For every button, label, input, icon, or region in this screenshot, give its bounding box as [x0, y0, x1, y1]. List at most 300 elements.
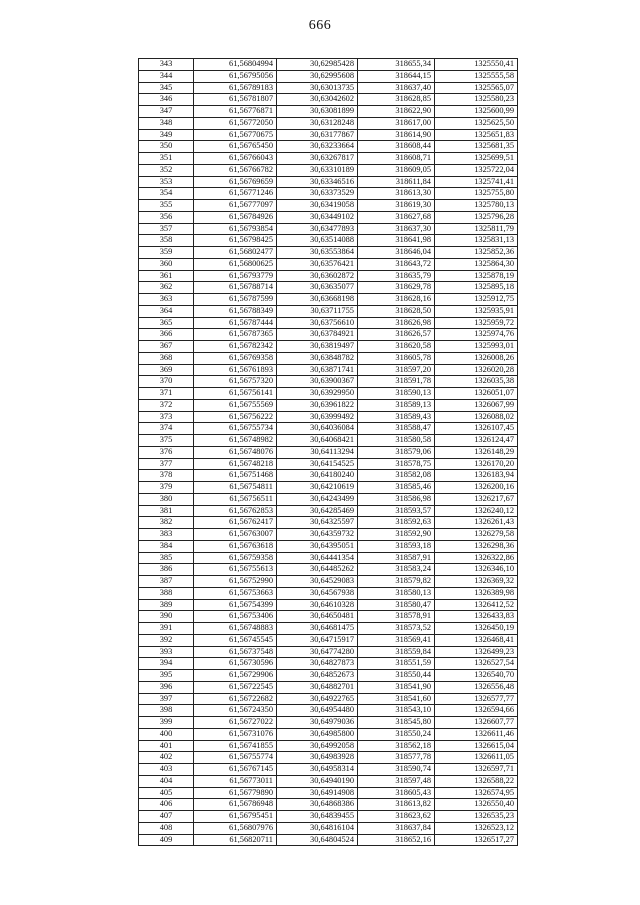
longitude-cell: 30,63310189 [277, 164, 358, 176]
point-number-cell: 354 [139, 188, 194, 200]
point-number-cell: 343 [139, 59, 194, 71]
x-coordinate-cell: 318629,78 [358, 282, 435, 294]
table-row [139, 70, 518, 82]
x-coordinate-cell: 318577,78 [358, 752, 435, 764]
point-number-cell: 352 [139, 164, 194, 176]
x-coordinate-cell: 318637,84 [358, 822, 435, 834]
point-number-cell: 362 [139, 282, 194, 294]
y-coordinate-cell: 1326523,12 [435, 822, 518, 834]
y-coordinate-cell: 1325600,99 [435, 106, 518, 118]
x-coordinate-cell: 318545,80 [358, 717, 435, 729]
x-coordinate-cell: 318623,62 [358, 811, 435, 823]
point-number-cell: 408 [139, 822, 194, 834]
x-coordinate-cell: 318609,05 [358, 164, 435, 176]
point-number-cell: 363 [139, 294, 194, 306]
y-coordinate-cell: 1325895,18 [435, 282, 518, 294]
longitude-cell: 30,64922765 [277, 693, 358, 705]
x-coordinate-cell: 318652,16 [358, 834, 435, 846]
x-coordinate-cell: 318587,91 [358, 552, 435, 564]
y-coordinate-cell: 1326550,40 [435, 799, 518, 811]
x-coordinate-cell: 318608,44 [358, 141, 435, 153]
latitude-cell: 61,56769659 [194, 176, 277, 188]
longitude-cell: 30,63819497 [277, 341, 358, 353]
table-row [139, 717, 518, 729]
latitude-cell: 61,56795451 [194, 811, 277, 823]
table-row [139, 811, 518, 823]
y-coordinate-cell: 1326611,05 [435, 752, 518, 764]
point-number-cell: 382 [139, 517, 194, 529]
point-number-cell: 379 [139, 482, 194, 494]
x-coordinate-cell: 318550,24 [358, 728, 435, 740]
longitude-cell: 30,64979036 [277, 717, 358, 729]
point-number-cell: 371 [139, 388, 194, 400]
latitude-cell: 61,56782342 [194, 341, 277, 353]
x-coordinate-cell: 318644,15 [358, 70, 435, 82]
point-number-cell: 396 [139, 681, 194, 693]
longitude-cell: 30,62995608 [277, 70, 358, 82]
longitude-cell: 30,63756610 [277, 317, 358, 329]
x-coordinate-cell: 318578,91 [358, 611, 435, 623]
longitude-cell: 30,63449102 [277, 211, 358, 223]
y-coordinate-cell: 1326535,23 [435, 811, 518, 823]
y-coordinate-cell: 1326322,86 [435, 552, 518, 564]
y-coordinate-cell: 1325741,41 [435, 176, 518, 188]
table-row [139, 270, 518, 282]
table-row [139, 317, 518, 329]
longitude-cell: 30,64529083 [277, 576, 358, 588]
x-coordinate-cell: 318582,08 [358, 470, 435, 482]
table-row [139, 129, 518, 141]
x-coordinate-cell: 318608,71 [358, 153, 435, 165]
x-coordinate-cell: 318551,59 [358, 658, 435, 670]
longitude-cell: 30,64983928 [277, 752, 358, 764]
point-number-cell: 392 [139, 634, 194, 646]
table-row [139, 176, 518, 188]
y-coordinate-cell: 1326200,16 [435, 482, 518, 494]
y-coordinate-cell: 1326240,12 [435, 505, 518, 517]
table-row [139, 329, 518, 341]
point-number-cell: 384 [139, 540, 194, 552]
longitude-cell: 30,63267817 [277, 153, 358, 165]
table-row [139, 153, 518, 165]
y-coordinate-cell: 1326020,28 [435, 364, 518, 376]
latitude-cell: 61,56793779 [194, 270, 277, 282]
latitude-cell: 61,56737548 [194, 646, 277, 658]
latitude-cell: 61,56757320 [194, 376, 277, 388]
table-row [139, 341, 518, 353]
longitude-cell: 30,63848782 [277, 352, 358, 364]
y-coordinate-cell: 1326499,23 [435, 646, 518, 658]
x-coordinate-cell: 318592,90 [358, 529, 435, 541]
point-number-cell: 349 [139, 129, 194, 141]
latitude-cell: 61,56731076 [194, 728, 277, 740]
latitude-cell: 61,56781807 [194, 94, 277, 106]
point-number-cell: 394 [139, 658, 194, 670]
latitude-cell: 61,56786948 [194, 799, 277, 811]
table-row [139, 834, 518, 846]
latitude-cell: 61,56748076 [194, 446, 277, 458]
table-row [139, 94, 518, 106]
point-number-cell: 407 [139, 811, 194, 823]
table-row [139, 752, 518, 764]
longitude-cell: 30,63900367 [277, 376, 358, 388]
latitude-cell: 61,56787599 [194, 294, 277, 306]
longitude-cell: 30,64816104 [277, 822, 358, 834]
table-row [139, 470, 518, 482]
table-row [139, 787, 518, 799]
longitude-cell: 30,64113294 [277, 446, 358, 458]
y-coordinate-cell: 1326298,36 [435, 540, 518, 552]
longitude-cell: 30,63784921 [277, 329, 358, 341]
point-number-cell: 374 [139, 423, 194, 435]
latitude-cell: 61,56741855 [194, 740, 277, 752]
latitude-cell: 61,56772050 [194, 117, 277, 129]
longitude-cell: 30,63128248 [277, 117, 358, 129]
table-row [139, 705, 518, 717]
point-number-cell: 391 [139, 623, 194, 635]
table-row [139, 82, 518, 94]
x-coordinate-cell: 318592,63 [358, 517, 435, 529]
table-row [139, 740, 518, 752]
latitude-cell: 61,56771246 [194, 188, 277, 200]
table-row [139, 223, 518, 235]
table-row [139, 446, 518, 458]
latitude-cell: 61,56748982 [194, 435, 277, 447]
longitude-cell: 30,64774280 [277, 646, 358, 658]
y-coordinate-cell: 1326527,54 [435, 658, 518, 670]
latitude-cell: 61,56756141 [194, 388, 277, 400]
point-number-cell: 370 [139, 376, 194, 388]
x-coordinate-cell: 318578,75 [358, 458, 435, 470]
longitude-cell: 30,64681475 [277, 623, 358, 635]
y-coordinate-cell: 1325831,13 [435, 235, 518, 247]
y-coordinate-cell: 1326369,32 [435, 576, 518, 588]
point-number-cell: 372 [139, 399, 194, 411]
point-number-cell: 360 [139, 258, 194, 270]
x-coordinate-cell: 318585,46 [358, 482, 435, 494]
y-coordinate-cell: 1326261,43 [435, 517, 518, 529]
longitude-cell: 30,63635077 [277, 282, 358, 294]
y-coordinate-cell: 1326574,95 [435, 787, 518, 799]
y-coordinate-cell: 1325796,28 [435, 211, 518, 223]
longitude-cell: 30,63999492 [277, 411, 358, 423]
y-coordinate-cell: 1325959,72 [435, 317, 518, 329]
latitude-cell: 61,56727022 [194, 717, 277, 729]
table-row [139, 493, 518, 505]
longitude-cell: 30,63013735 [277, 82, 358, 94]
table-row [139, 670, 518, 682]
x-coordinate-cell: 318580,58 [358, 435, 435, 447]
latitude-cell: 61,56804994 [194, 59, 277, 71]
y-coordinate-cell: 1326517,27 [435, 834, 518, 846]
point-number-cell: 397 [139, 693, 194, 705]
y-coordinate-cell: 1326594,66 [435, 705, 518, 717]
point-number-cell: 381 [139, 505, 194, 517]
x-coordinate-cell: 318562,18 [358, 740, 435, 752]
table-row [139, 587, 518, 599]
latitude-cell: 61,56807976 [194, 822, 277, 834]
table-row [139, 188, 518, 200]
table-row [139, 294, 518, 306]
longitude-cell: 30,64868386 [277, 799, 358, 811]
longitude-cell: 30,64954480 [277, 705, 358, 717]
point-number-cell: 355 [139, 200, 194, 212]
table-row [139, 435, 518, 447]
x-coordinate-cell: 318569,41 [358, 634, 435, 646]
longitude-cell: 30,64715917 [277, 634, 358, 646]
y-coordinate-cell: 1326556,48 [435, 681, 518, 693]
longitude-cell: 30,64992058 [277, 740, 358, 752]
table-row [139, 258, 518, 270]
latitude-cell: 61,56748883 [194, 623, 277, 635]
point-number-cell: 390 [139, 611, 194, 623]
point-number-cell: 357 [139, 223, 194, 235]
x-coordinate-cell: 318627,68 [358, 211, 435, 223]
table-row [139, 482, 518, 494]
point-number-cell: 347 [139, 106, 194, 118]
table-row [139, 529, 518, 541]
x-coordinate-cell: 318611,84 [358, 176, 435, 188]
longitude-cell: 30,63602872 [277, 270, 358, 282]
y-coordinate-cell: 1326051,07 [435, 388, 518, 400]
latitude-cell: 61,56751468 [194, 470, 277, 482]
y-coordinate-cell: 1326389,98 [435, 587, 518, 599]
y-coordinate-cell: 1325878,19 [435, 270, 518, 282]
point-number-cell: 402 [139, 752, 194, 764]
x-coordinate-cell: 318590,13 [358, 388, 435, 400]
longitude-cell: 30,63929950 [277, 388, 358, 400]
longitude-cell: 30,64485262 [277, 564, 358, 576]
point-number-cell: 376 [139, 446, 194, 458]
point-number-cell: 373 [139, 411, 194, 423]
y-coordinate-cell: 1325565,07 [435, 82, 518, 94]
longitude-cell: 30,64154525 [277, 458, 358, 470]
longitude-cell: 30,63177867 [277, 129, 358, 141]
y-coordinate-cell: 1326088,02 [435, 411, 518, 423]
point-number-cell: 377 [139, 458, 194, 470]
longitude-cell: 30,63477893 [277, 223, 358, 235]
x-coordinate-cell: 318593,18 [358, 540, 435, 552]
longitude-cell: 30,64827873 [277, 658, 358, 670]
point-number-cell: 344 [139, 70, 194, 82]
x-coordinate-cell: 318550,44 [358, 670, 435, 682]
latitude-cell: 61,56793854 [194, 223, 277, 235]
table-row [139, 376, 518, 388]
point-number-cell: 346 [139, 94, 194, 106]
x-coordinate-cell: 318593,57 [358, 505, 435, 517]
y-coordinate-cell: 1325974,76 [435, 329, 518, 341]
x-coordinate-cell: 318579,82 [358, 576, 435, 588]
point-number-cell: 395 [139, 670, 194, 682]
table-row [139, 799, 518, 811]
longitude-cell: 30,63711755 [277, 305, 358, 317]
latitude-cell: 61,56722682 [194, 693, 277, 705]
point-number-cell: 367 [139, 341, 194, 353]
y-coordinate-cell: 1326124,47 [435, 435, 518, 447]
longitude-cell: 30,64839455 [277, 811, 358, 823]
point-number-cell: 365 [139, 317, 194, 329]
longitude-cell: 30,64359732 [277, 529, 358, 541]
point-number-cell: 359 [139, 247, 194, 259]
longitude-cell: 30,64395051 [277, 540, 358, 552]
longitude-cell: 30,64325597 [277, 517, 358, 529]
x-coordinate-cell: 318613,30 [358, 188, 435, 200]
x-coordinate-cell: 318589,13 [358, 399, 435, 411]
y-coordinate-cell: 1326148,29 [435, 446, 518, 458]
longitude-cell: 30,64180240 [277, 470, 358, 482]
table-row [139, 200, 518, 212]
latitude-cell: 61,56779890 [194, 787, 277, 799]
y-coordinate-cell: 1326615,04 [435, 740, 518, 752]
y-coordinate-cell: 1325852,36 [435, 247, 518, 259]
y-coordinate-cell: 1326577,77 [435, 693, 518, 705]
table-row [139, 623, 518, 635]
latitude-cell: 61,56773011 [194, 775, 277, 787]
y-coordinate-cell: 1326588,22 [435, 775, 518, 787]
table-row [139, 106, 518, 118]
x-coordinate-cell: 318541,90 [358, 681, 435, 693]
longitude-cell: 30,63233664 [277, 141, 358, 153]
y-coordinate-cell: 1325935,91 [435, 305, 518, 317]
x-coordinate-cell: 318628,85 [358, 94, 435, 106]
latitude-cell: 61,56724350 [194, 705, 277, 717]
x-coordinate-cell: 318559,84 [358, 646, 435, 658]
longitude-cell: 30,63961822 [277, 399, 358, 411]
point-number-cell: 385 [139, 552, 194, 564]
longitude-cell: 30,64068421 [277, 435, 358, 447]
table-row [139, 305, 518, 317]
x-coordinate-cell: 318619,30 [358, 200, 435, 212]
x-coordinate-cell: 318626,57 [358, 329, 435, 341]
x-coordinate-cell: 318590,74 [358, 764, 435, 776]
point-number-cell: 351 [139, 153, 194, 165]
longitude-cell: 30,64610328 [277, 599, 358, 611]
x-coordinate-cell: 318637,30 [358, 223, 435, 235]
x-coordinate-cell: 318646,04 [358, 247, 435, 259]
table-row [139, 693, 518, 705]
x-coordinate-cell: 318589,43 [358, 411, 435, 423]
y-coordinate-cell: 1326540,70 [435, 670, 518, 682]
x-coordinate-cell: 318641,98 [358, 235, 435, 247]
point-number-cell: 369 [139, 364, 194, 376]
longitude-cell: 30,64958314 [277, 764, 358, 776]
table-row [139, 59, 518, 71]
longitude-cell: 30,63553864 [277, 247, 358, 259]
longitude-cell: 30,64243499 [277, 493, 358, 505]
latitude-cell: 61,56802477 [194, 247, 277, 259]
x-coordinate-cell: 318597,48 [358, 775, 435, 787]
longitude-cell: 30,64940190 [277, 775, 358, 787]
longitude-cell: 30,63576421 [277, 258, 358, 270]
latitude-cell: 61,56766782 [194, 164, 277, 176]
latitude-cell: 61,56795056 [194, 70, 277, 82]
table-row [139, 576, 518, 588]
x-coordinate-cell: 318591,78 [358, 376, 435, 388]
longitude-cell: 30,63668198 [277, 294, 358, 306]
latitude-cell: 61,56787365 [194, 329, 277, 341]
x-coordinate-cell: 318605,43 [358, 787, 435, 799]
x-coordinate-cell: 318573,52 [358, 623, 435, 635]
x-coordinate-cell: 318580,47 [358, 599, 435, 611]
longitude-cell: 30,63871741 [277, 364, 358, 376]
y-coordinate-cell: 1326008,26 [435, 352, 518, 364]
table-row [139, 117, 518, 129]
longitude-cell: 30,63081899 [277, 106, 358, 118]
y-coordinate-cell: 1326597,71 [435, 764, 518, 776]
x-coordinate-cell: 318543,10 [358, 705, 435, 717]
y-coordinate-cell: 1326067,99 [435, 399, 518, 411]
table-row [139, 164, 518, 176]
latitude-cell: 61,56787444 [194, 317, 277, 329]
point-number-cell: 383 [139, 529, 194, 541]
latitude-cell: 61,56729906 [194, 670, 277, 682]
latitude-cell: 61,56820711 [194, 834, 277, 846]
latitude-cell: 61,56784926 [194, 211, 277, 223]
table-row [139, 611, 518, 623]
y-coordinate-cell: 1326170,20 [435, 458, 518, 470]
latitude-cell: 61,56752990 [194, 576, 277, 588]
point-number-cell: 356 [139, 211, 194, 223]
point-number-cell: 401 [139, 740, 194, 752]
x-coordinate-cell: 318583,24 [358, 564, 435, 576]
x-coordinate-cell: 318628,50 [358, 305, 435, 317]
x-coordinate-cell: 318626,98 [358, 317, 435, 329]
latitude-cell: 61,56788714 [194, 282, 277, 294]
latitude-cell: 61,56730596 [194, 658, 277, 670]
table-row [139, 658, 518, 670]
point-number-cell: 409 [139, 834, 194, 846]
latitude-cell: 61,56722545 [194, 681, 277, 693]
table-row [139, 352, 518, 364]
point-number-cell: 404 [139, 775, 194, 787]
x-coordinate-cell: 318643,72 [358, 258, 435, 270]
latitude-cell: 61,56762417 [194, 517, 277, 529]
table-row [139, 141, 518, 153]
longitude-cell: 30,63514088 [277, 235, 358, 247]
latitude-cell: 61,56761893 [194, 364, 277, 376]
point-number-cell: 350 [139, 141, 194, 153]
latitude-cell: 61,56766043 [194, 153, 277, 165]
longitude-cell: 30,63373529 [277, 188, 358, 200]
point-number-cell: 386 [139, 564, 194, 576]
point-number-cell: 406 [139, 799, 194, 811]
latitude-cell: 61,56745545 [194, 634, 277, 646]
latitude-cell: 61,56755569 [194, 399, 277, 411]
point-number-cell: 378 [139, 470, 194, 482]
latitude-cell: 61,56777097 [194, 200, 277, 212]
table-row [139, 728, 518, 740]
longitude-cell: 30,64441354 [277, 552, 358, 564]
y-coordinate-cell: 1325651,83 [435, 129, 518, 141]
latitude-cell: 61,56753663 [194, 587, 277, 599]
table-row [139, 458, 518, 470]
table-row [139, 775, 518, 787]
latitude-cell: 61,56798425 [194, 235, 277, 247]
point-number-cell: 361 [139, 270, 194, 282]
table-row [139, 388, 518, 400]
x-coordinate-cell: 318620,58 [358, 341, 435, 353]
y-coordinate-cell: 1325864,30 [435, 258, 518, 270]
latitude-cell: 61,56763007 [194, 529, 277, 541]
point-number-cell: 405 [139, 787, 194, 799]
latitude-cell: 61,56789183 [194, 82, 277, 94]
point-number-cell: 345 [139, 82, 194, 94]
y-coordinate-cell: 1326450,19 [435, 623, 518, 635]
latitude-cell: 61,56767145 [194, 764, 277, 776]
x-coordinate-cell: 318580,13 [358, 587, 435, 599]
table-row [139, 505, 518, 517]
longitude-cell: 30,64567938 [277, 587, 358, 599]
